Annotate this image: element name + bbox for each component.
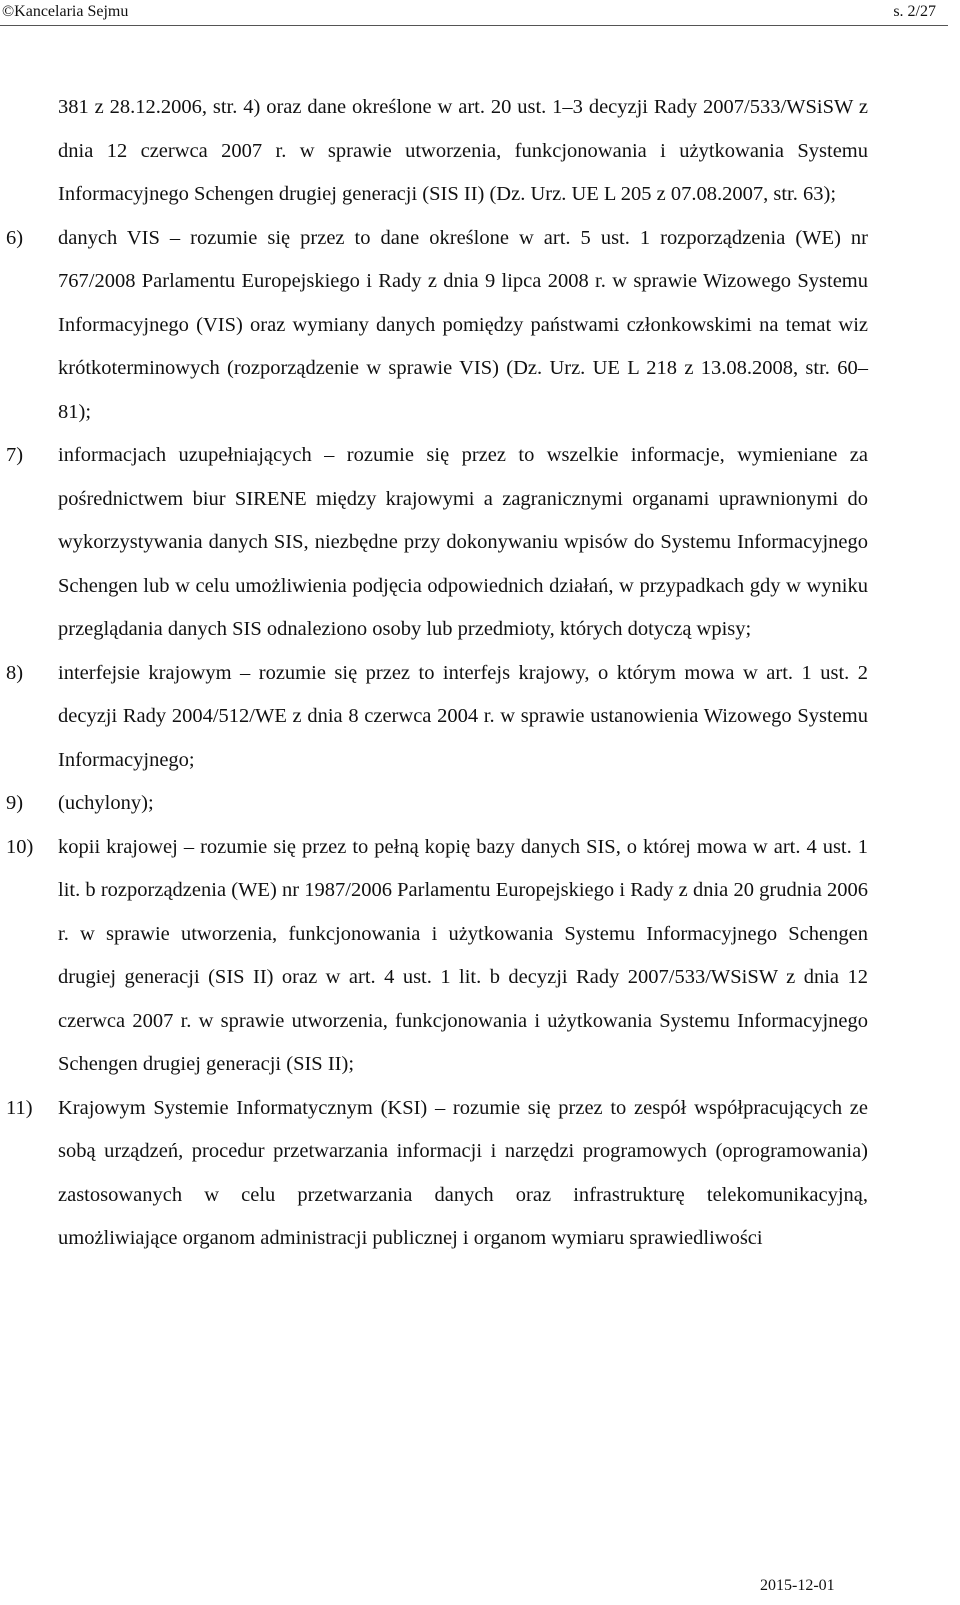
item-text: 381 z 28.12.2006, str. 4) oraz dane określone w art. 20 ust. 1–3 decyzji Rady 2007/533/WSiSW z dnia 12 czerwca 2007 r. w sprawie utworzenia, funkcjonowania i użytkowania Systemu Informacyjnego Schengen drugiej generacji (SIS II) (Dz. Urz. UE L 205 z 07.08.2007, str. 63); — [58, 96, 868, 205]
item-number: 10) — [6, 835, 34, 858]
header-page-number: s. 2/27 — [893, 3, 936, 20]
item-text: interfejsie krajowym – rozumie się przez to interfejs krajowy, o którym mowa w art. 1 ust. 2 decyzji Rady 2004/512/WE z dnia 8 czerwca 2004 r. w sprawie ustanowienia Wizowego Systemu Informacyjnego; — [58, 661, 868, 771]
list-item — [6, 217, 868, 435]
item-text: kopii krajowej – rozumie się przez to pełną kopię bazy danych SIS, o której mowa w art. 4 ust. 1 lit. b rozporządzenia (WE) nr 1987/2006 Parlamentu Europejskiego i Rady z dnia 20 grudnia 2006 r. w sprawie utworzenia, funkcjonowania i użytkowania Systemu Informacyjnego Schengen drugiej generacji (SIS II) oraz w art. 4 ust. 1 lit. b decyzji Rady 2007/533/WSiSW z dnia 12 czerwca 2007 r. w sprawie utworzenia, funkcjonowania i użytkowania Systemu Informacyjnego Schengen drugiej generacji (SIS II); — [58, 835, 868, 1075]
list-item — [6, 652, 868, 783]
item-text: Krajowym Systemie Informatycznym (KSI) – rozumie się przez to zespół współpracujących ze sobą urządzeń, procedur przetwarzania informacji i narzędzi programowych (oprogramowania) zastosowanych w celu przetwarzania danych oraz infrastrukturę telekomunikacyjną, umożliwiające organom administracji publicznej i organom wymiaru sprawiedliwości — [58, 1096, 868, 1249]
item-text: informacjach uzupełniających – rozumie się przez to wszelkie informacje, wymieniane za pośrednictwem biur SIRENE między krajowymi a zagranicznymi organami uprawnionymi do wykorzystywania danych SIS, niezbędne przy dokonywaniu wpisów do Systemu Informacyjnego Schengen lub w celu umożliwienia podjęcia odpowiednich działań, w przypadkach gdy w wyniku przeglądania danych SIS odnaleziono osoby lub przedmioty, których dotyczą wpisy; — [58, 444, 868, 640]
item-text: (uchylony); — [58, 792, 154, 814]
list-item — [58, 86, 868, 217]
list-item — [6, 782, 868, 826]
item-number: 11) — [6, 1096, 33, 1119]
item-text: danych VIS – rozumie się przez to dane określone w art. 5 ust. 1 rozporządzenia (WE) nr 767/2008 Parlamentu Europejskiego i Rady z dnia 9 lipca 2008 r. w sprawie Wizowego Systemu Informacyjnego (VIS) oraz wymiany danych pomiędzy państwami członkowskimi na temat wiz krótkoterminowych (rozporządzenie w sprawie VIS) (Dz. Urz. UE L 218 z 13.08.2008, str. 60–81); — [58, 226, 868, 423]
list-item — [6, 1087, 868, 1261]
footer-date: 2015-12-01 — [760, 1577, 835, 1594]
item-number: 9) — [6, 792, 24, 814]
list-item — [6, 826, 868, 1087]
document-body — [6, 86, 868, 1261]
list-item — [6, 434, 868, 652]
header-divider — [0, 25, 948, 26]
item-number: 8) — [6, 661, 24, 684]
page-header — [2, 2, 936, 22]
header-source: ©Kancelaria Sejmu — [2, 3, 129, 20]
item-number: 6) — [6, 226, 24, 249]
item-number: 7) — [6, 444, 24, 466]
